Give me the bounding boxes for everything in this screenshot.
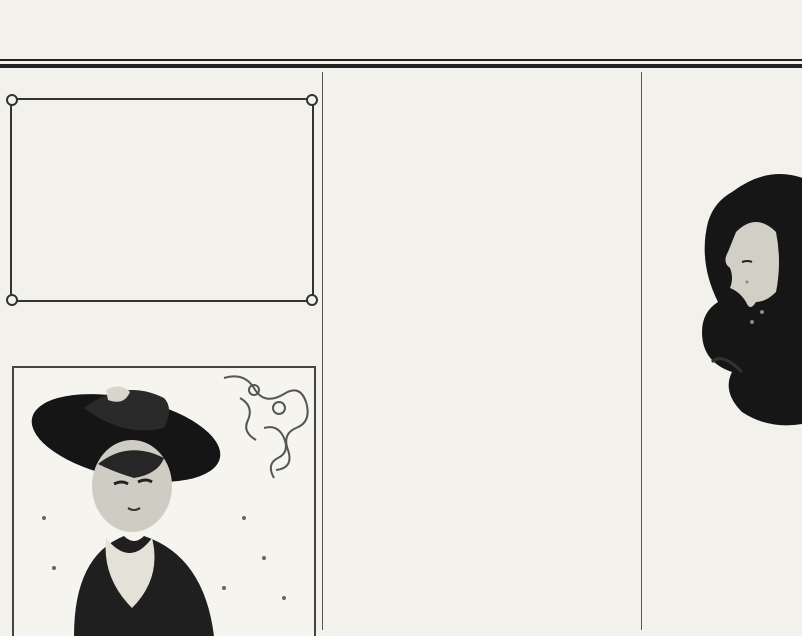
headline-box	[10, 98, 314, 302]
column-rule	[322, 72, 323, 630]
star-border-left	[334, 92, 344, 630]
column-rule	[641, 72, 642, 630]
star-border-right	[624, 92, 634, 630]
fashion-illustration	[12, 366, 316, 636]
woman-profile-icon	[692, 172, 802, 442]
masthead	[0, 0, 802, 62]
corner-ornament	[306, 94, 318, 106]
corner-ornament	[6, 94, 18, 106]
corner-ornament	[306, 294, 318, 306]
masthead-rule-thin	[0, 59, 802, 61]
corner-ornament	[6, 294, 18, 306]
woman-in-hat-icon	[14, 368, 314, 636]
diamond-column	[328, 72, 640, 630]
advertisement	[644, 72, 802, 630]
